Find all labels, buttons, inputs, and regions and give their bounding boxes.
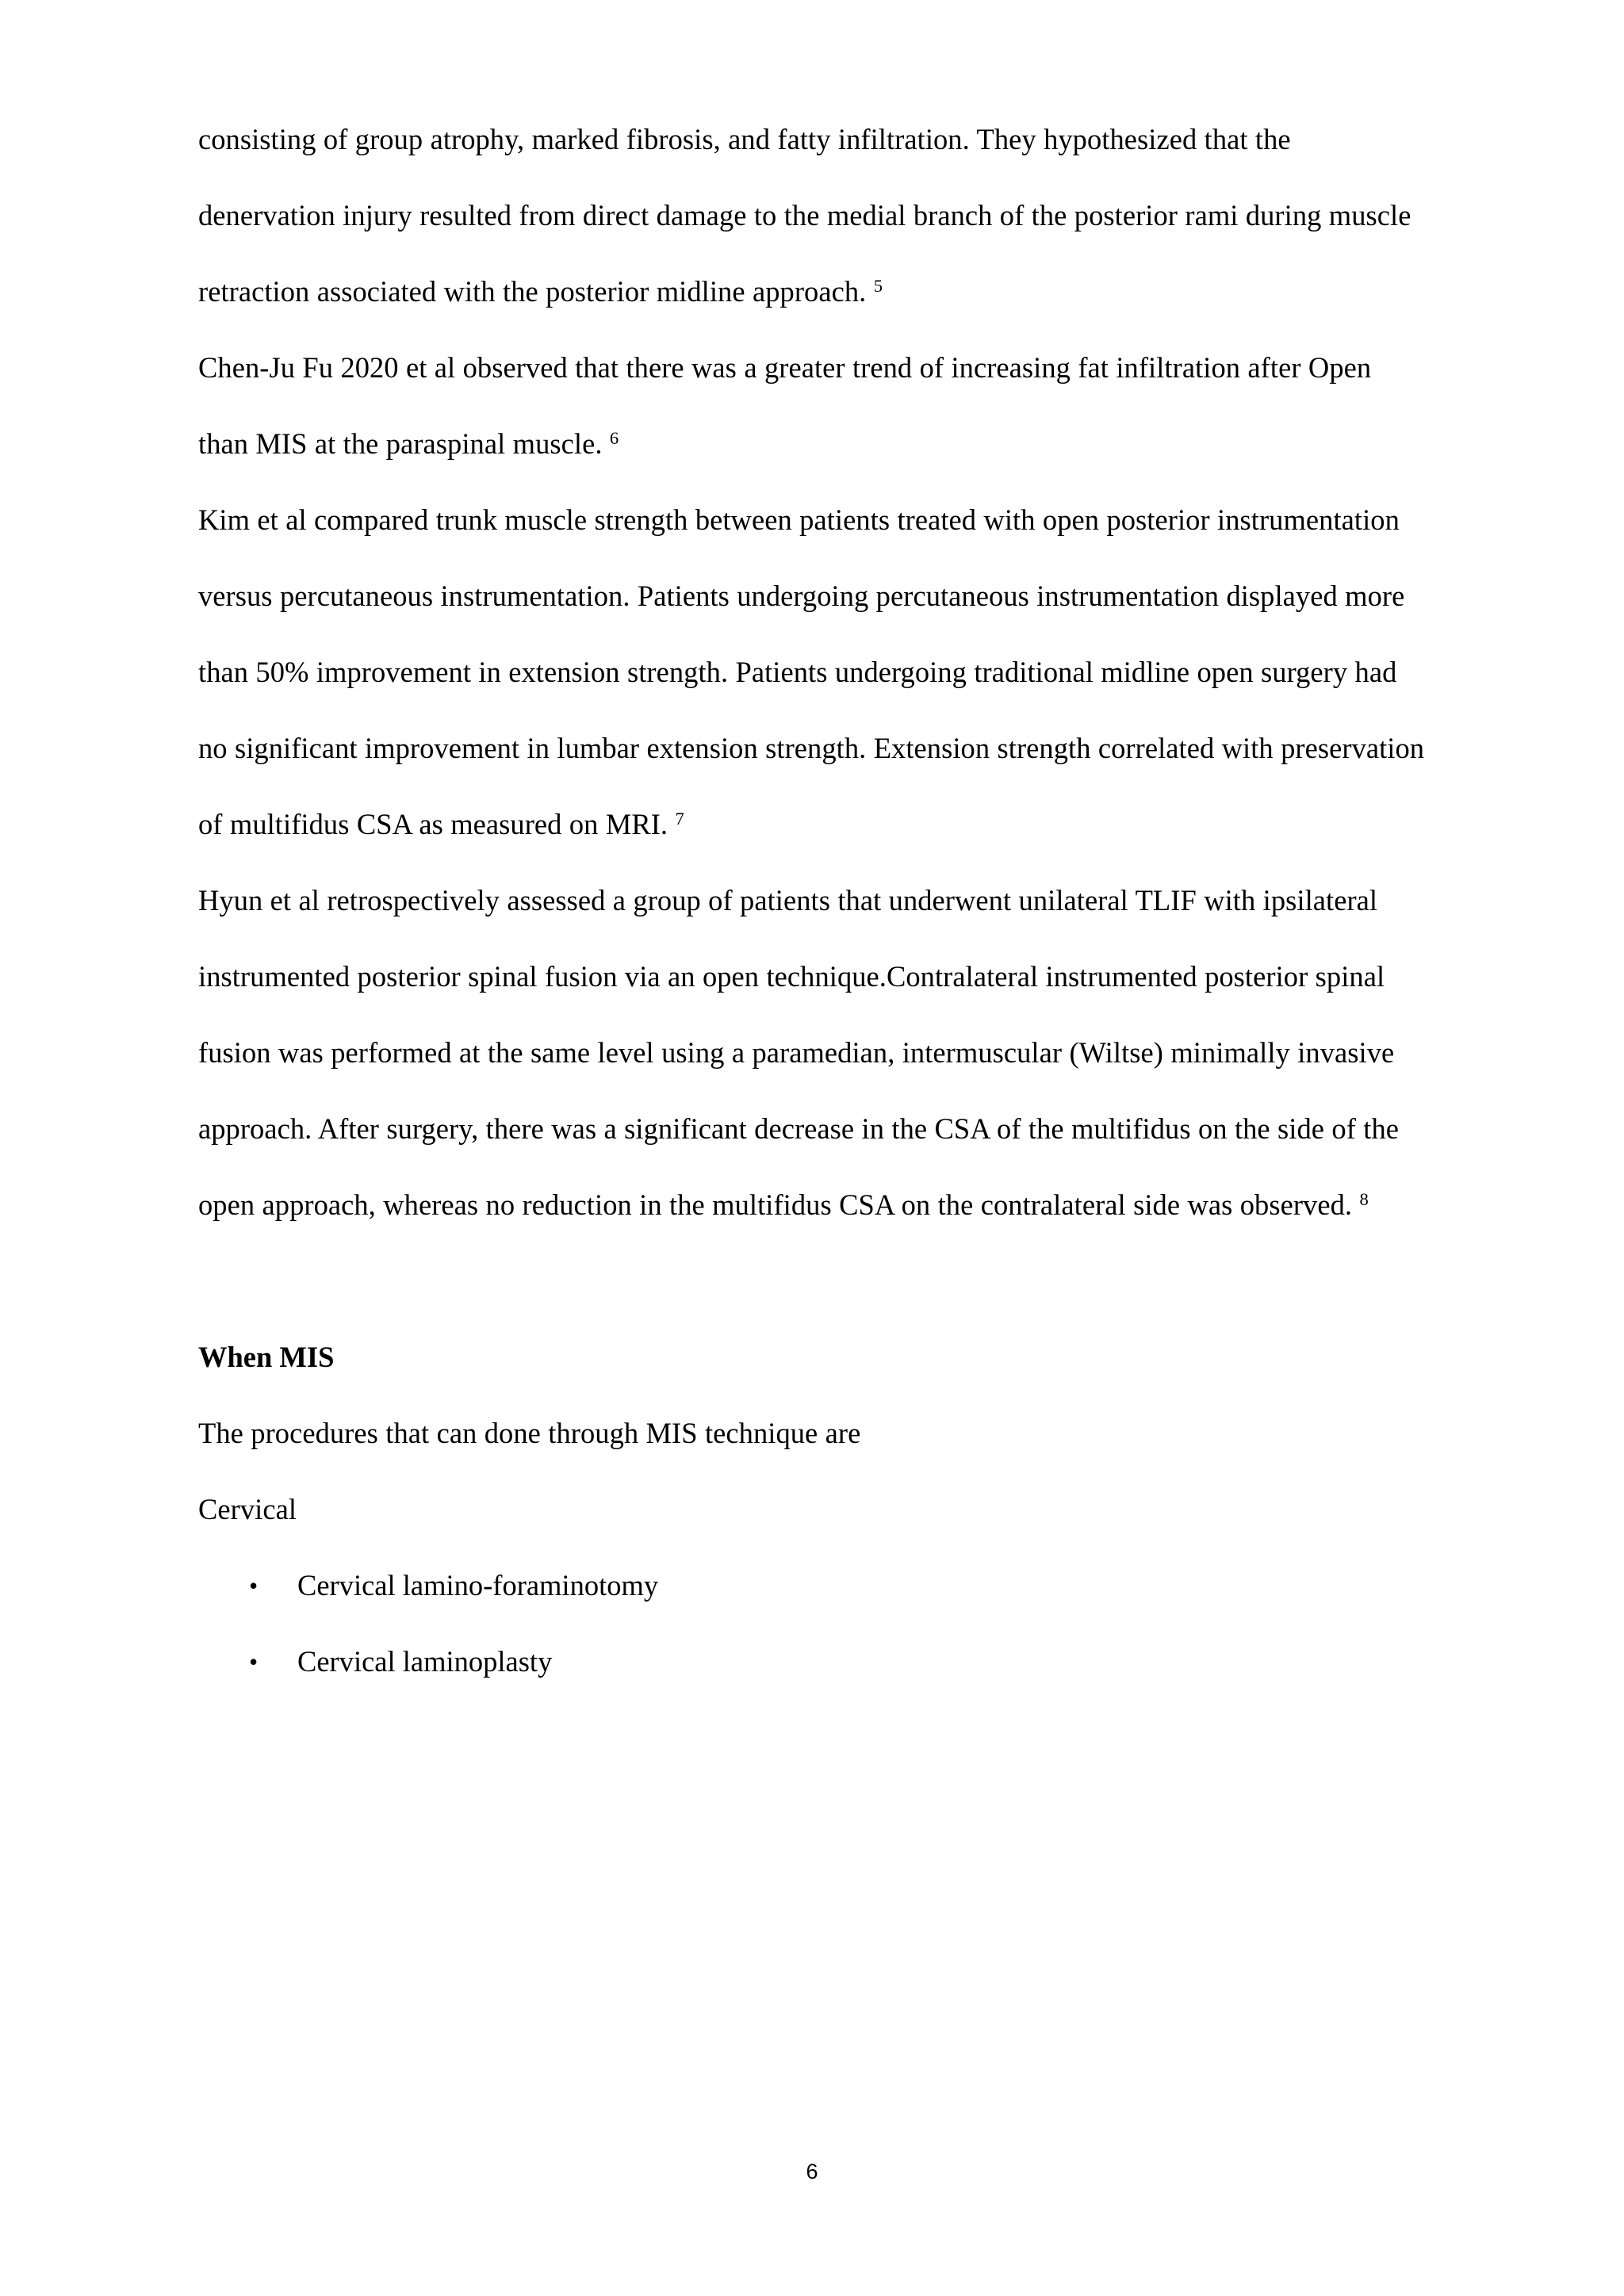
paragraph-text: Chen-Ju Fu 2020 et al observed that there was a greater trend of increasing fat infiltration after Open than MIS at the paraspinal muscle. xyxy=(198,351,1372,460)
paragraph-text: Kim et al compared trunk muscle strength between patients treated with open posterior instrumentation versus percutaneous instrumentation. Patients undergoing percutaneous instrumentation displayed more than 50% improvement in extension strength. Patients undergoing traditional midline open surgery had no significant improvement in lumbar extension strength. Extension strength correlated with preservation of multifidus CSA as measured on MRI. xyxy=(198,503,1425,840)
citation-marker: 6 xyxy=(609,428,619,449)
paragraph-kim xyxy=(198,482,1427,863)
paragraph-text: consisting of group atrophy, marked fibrosis, and fatty infiltration. They hypothesized that the denervation injury resulted from direct damage to the medial branch of the posterior rami during muscle retraction associated with the posterior midline approach. xyxy=(198,123,1411,308)
citation-marker: 5 xyxy=(873,276,883,297)
page-number: 6 xyxy=(806,2160,818,2183)
cervical-procedure-list xyxy=(198,1548,1427,1700)
bullet-icon: • xyxy=(249,1647,259,1676)
list-item-label: Cervical laminoplasty xyxy=(297,1645,553,1678)
paragraph-denervation xyxy=(198,101,1427,330)
section-subheading-cervical: Cervical xyxy=(198,1493,297,1525)
paragraph-hyun xyxy=(198,863,1427,1243)
page-content xyxy=(198,101,1427,1700)
paragraph-chen-ju-fu xyxy=(198,330,1427,482)
list-item xyxy=(198,1624,1427,1700)
paragraph-text: Hyun et al retrospectively assessed a group of patients that underwent unilateral TLIF with ipsilateral instrumented posterior spinal fusion via an open technique.Contralateral instrumented posterior spinal fusion was performed at the same level using a paramedian, intermuscular (Wiltse) minimally invasive approach. After surgery, there was a significant decrease in the CSA of the multifidus on the side of the open approach, whereas no reduction in the multifidus CSA on the contralateral side was observed. xyxy=(198,884,1400,1221)
citation-marker: 8 xyxy=(1359,1189,1369,1210)
bullet-icon: • xyxy=(249,1571,259,1600)
section-intro-text: The procedures that can done through MIS technique are xyxy=(198,1417,861,1449)
list-item-label: Cervical lamino-foraminotomy xyxy=(297,1569,659,1601)
citation-marker: 7 xyxy=(675,809,684,829)
list-item xyxy=(198,1548,1427,1624)
section-spacer xyxy=(198,1243,1427,1319)
section-heading-when-mis: When MIS xyxy=(198,1341,335,1373)
